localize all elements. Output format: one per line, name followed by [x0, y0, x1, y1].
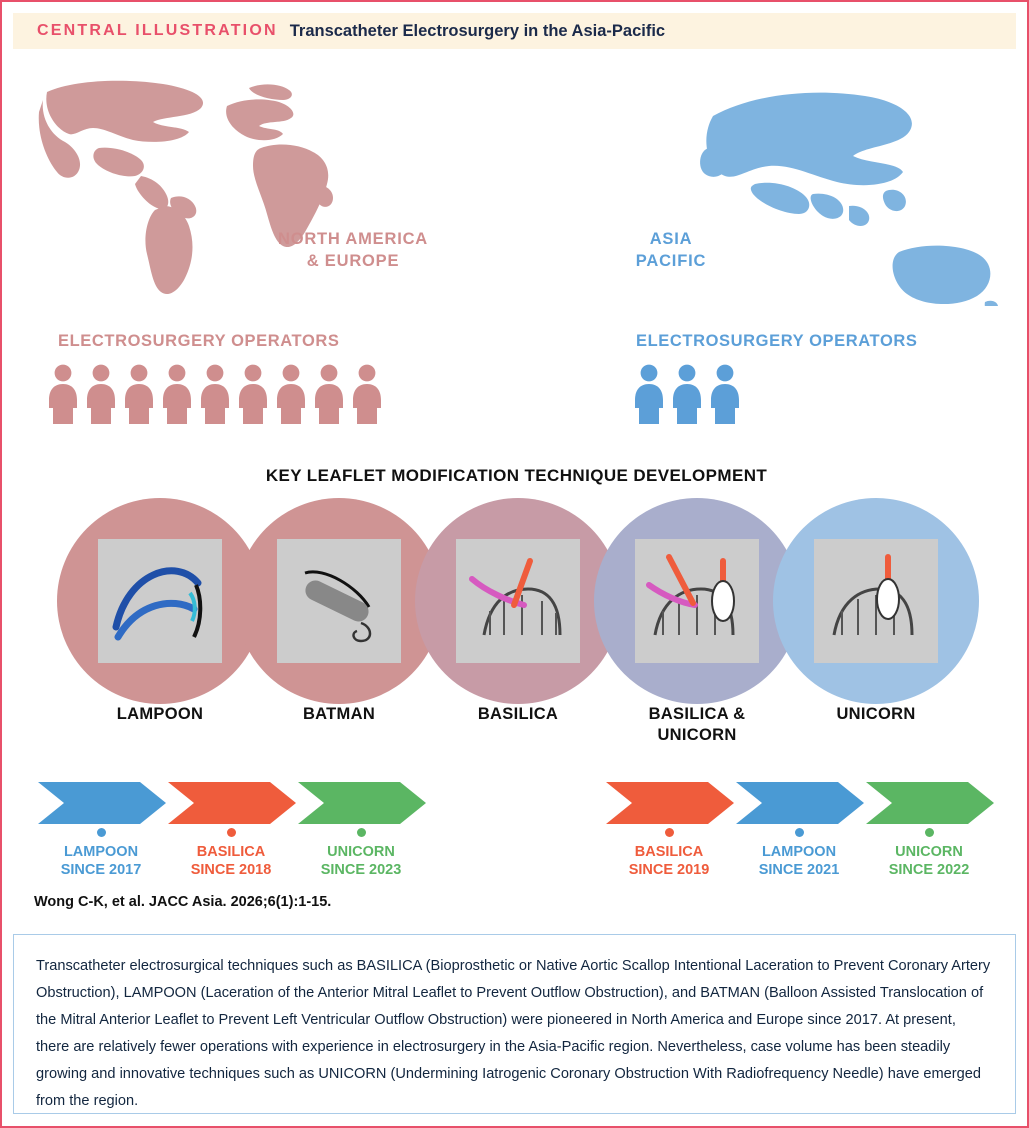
person-icon: [236, 364, 270, 424]
person-icon: [122, 364, 156, 424]
header-kicker: CENTRAL ILLUSTRATION: [37, 22, 278, 39]
technique-2: [236, 498, 442, 704]
timeline-entry: UNICORN SINCE 2023: [296, 828, 426, 879]
timeline-dot: [925, 828, 934, 837]
timeline-east: [604, 780, 994, 890]
technique-label: BATMAN: [302, 705, 376, 723]
technique-thumbnail: [814, 539, 938, 663]
person-icon: [160, 364, 194, 424]
person-icon: [84, 364, 118, 424]
person-icon: [350, 364, 384, 424]
timeline-dot: [227, 828, 236, 837]
map-east-landmass: [700, 93, 998, 306]
timeline-west: [36, 780, 426, 890]
technique-4: [594, 498, 800, 704]
person-icon: [632, 364, 666, 424]
timeline-dot: [665, 828, 674, 837]
header-banner: [13, 13, 1016, 49]
operators-label-east: ELECTROSURGERY OPERATORS: [636, 332, 918, 350]
timeline-entry: BASILICA SINCE 2019: [604, 828, 734, 879]
key-section-title: KEY LEAFLET MODIFICATION TECHNIQUE DEVELOPMENT: [265, 466, 768, 485]
technique-thumbnail: [635, 539, 759, 663]
timeline-west-arrows: [36, 780, 426, 826]
region-label-east: ASIA PACIFIC: [635, 230, 707, 270]
timeline-dot: [97, 828, 106, 837]
person-icon: [46, 364, 80, 424]
technique-thumbnail: [277, 539, 401, 663]
page-title: Transcatheter Electrosurgery in the Asia-Pacific: [289, 21, 666, 40]
technique-label: BASILICA: [477, 705, 559, 723]
technique-1: [57, 498, 263, 704]
technique-thumbnail: [98, 539, 222, 663]
technique-thumbnail: [456, 539, 580, 663]
person-icon: [670, 364, 704, 424]
timeline-entry: LAMPOON SINCE 2017: [36, 828, 166, 879]
operators-label-west: ELECTROSURGERY OPERATORS: [58, 332, 340, 350]
operator-icons-east: [632, 364, 742, 424]
region-label-west: NORTH AMERICA & EUROPE: [277, 230, 429, 270]
person-icon: [274, 364, 308, 424]
timeline-entry: LAMPOON SINCE 2021: [734, 828, 864, 879]
world-map-svg: [13, 56, 1016, 306]
operator-icons-west: [46, 364, 384, 424]
timeline-west-labels: [36, 828, 426, 879]
timeline-east-arrows: [604, 780, 994, 826]
caption-box: Transcatheter electrosurgical techniques such as BASILICA (Bioprosthetic or Native Aortic Scallop Intentional Laceration to Prevent Coronary Artery Obstruction), LAMPOON (Laceration of the Anterior Mitral Leaflet to Prevent Outflow Obstruction), and BATMAN (Balloon Assisted Translocation of the Mitral Anterior Leaflet to Prevent Left Ventricular Outflow Obstruction) were pioneered in North America and Europe since 2017. At present, there are relatively fewer operations with experience in electrosurgery in the Asia-Pacific region. Nevertheless, case volume has been steadily growing and innovative techniques such as UNICORN (Undermining Iatrogenic Coronary Obstruction With Radiofrequency Needle) have emerged from the region.: [13, 934, 1016, 1114]
technique-label: UNICORN: [836, 705, 916, 723]
person-icon: [708, 364, 742, 424]
technique-3: [415, 498, 621, 704]
world-map-figure: [13, 56, 1016, 306]
technique-label: LAMPOON: [116, 705, 204, 723]
citation-text: Wong C-K, et al. JACC Asia. 2026;6(1):1-15.: [34, 894, 332, 910]
timeline-entry: BASILICA SINCE 2018: [166, 828, 296, 879]
technique-label: BASILICA & UNICORN: [648, 705, 746, 744]
timeline-entry: UNICORN SINCE 2022: [864, 828, 994, 879]
timeline-dot: [357, 828, 366, 837]
timeline-east-labels: [604, 828, 994, 879]
timeline-dot: [795, 828, 804, 837]
person-icon: [312, 364, 346, 424]
technique-row: [57, 498, 977, 744]
technique-5: [773, 498, 979, 704]
person-icon: [198, 364, 232, 424]
